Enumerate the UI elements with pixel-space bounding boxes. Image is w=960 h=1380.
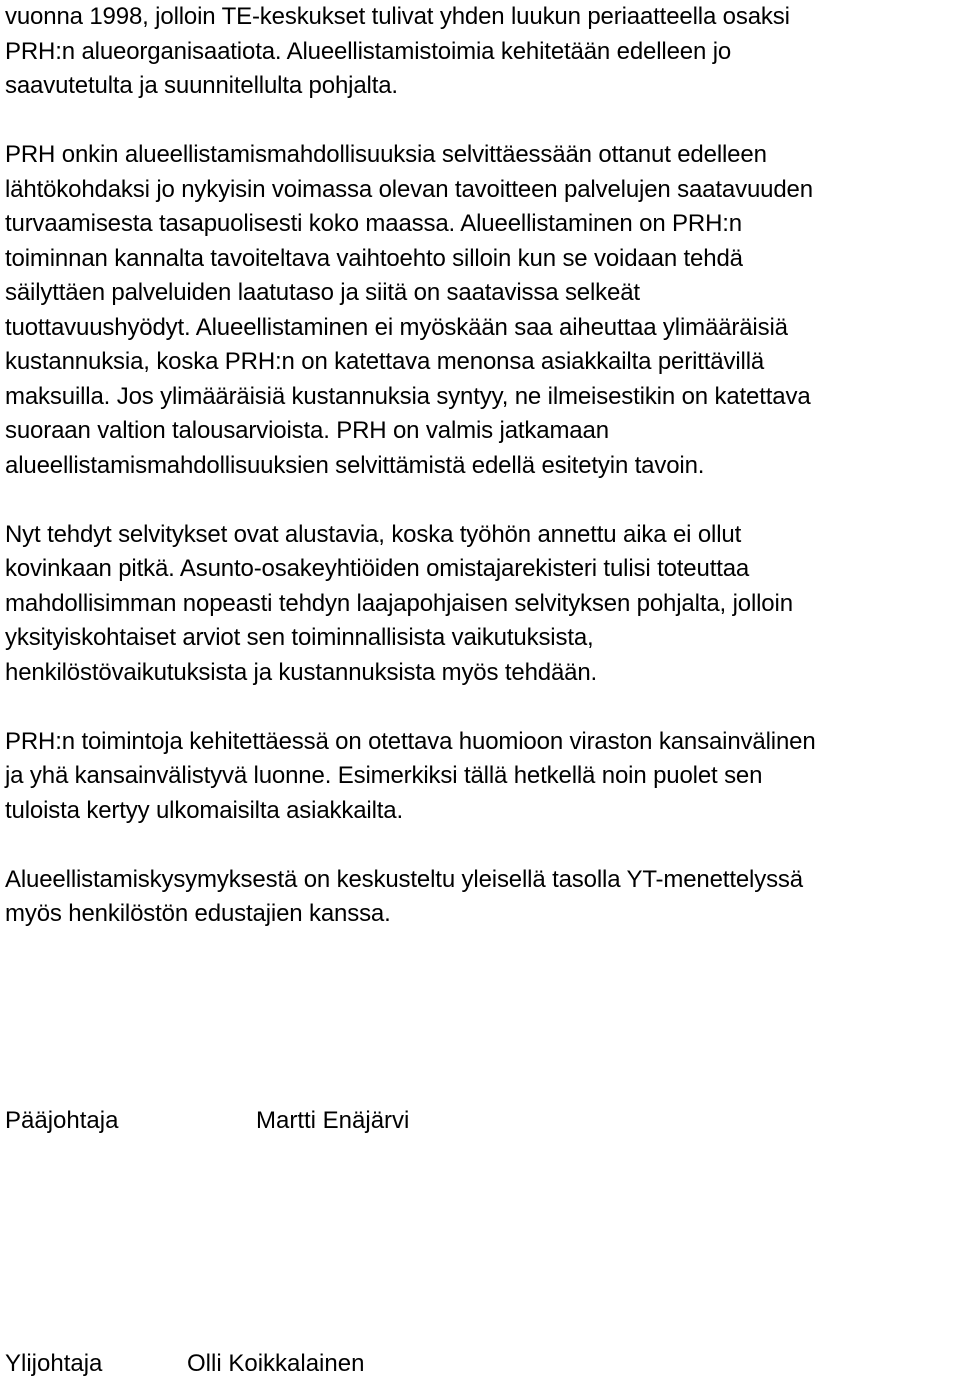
text-line: Nyt tehdyt selvitykset ovat alustavia, koska työhön annettu aika ei ollut: [5, 520, 742, 548]
text-line: toiminnan kannalta tavoiteltava vaihtoehto silloin kun se voidaan tehdä: [5, 244, 743, 272]
signature-block-2: [5, 1349, 365, 1379]
signature-block-1: [5, 1106, 410, 1136]
text-line: PRH onkin alueellistamismahdollisuuksia selvittäessään ottanut edelleen: [5, 141, 767, 168]
text-line: PRH:n toimintoja kehitettäessä on otettava huomioon viraston kansainvälinen: [5, 727, 816, 755]
signatory-name: Olli Koikkalainen: [187, 1350, 365, 1377]
text-line: tuloista kertyy ulkomaisilta asiakkailta.: [5, 796, 404, 824]
text-line: kustannuksia, koska PRH:n on katettava menonsa asiakkailta perittävillä: [5, 348, 765, 375]
document-body: [5, 0, 960, 932]
text-line: turvaamisesta tasapuolisesti koko maassa. Alueellistaminen on PRH:n: [5, 210, 742, 237]
paragraph-1: [5, 0, 960, 104]
text-line: alueellistamismahdollisuuksien selvittämistä edellä esitetyin tavoin.: [5, 451, 705, 479]
paragraph-4: [5, 725, 960, 829]
paragraph-5: [5, 863, 960, 932]
paragraph-3: [5, 518, 960, 691]
text-line: säilyttäen palveluiden laatutaso ja siitä on saatavissa selkeät: [5, 279, 640, 306]
text-line: saavutetulta ja suunnitellulta pohjalta.: [5, 72, 398, 99]
signatory-title: Pääjohtaja: [5, 1107, 119, 1134]
text-line: yksityiskohtaiset arviot sen toiminnallisista vaikutuksista,: [5, 624, 594, 651]
text-line: PRH:n alueorganisaatiota. Alueellistamistoimia kehitetään edelleen jo: [5, 37, 732, 65]
text-line: lähtökohdaksi jo nykyisin voimassa olevan tavoitteen palvelujen saatavuuden: [5, 175, 813, 203]
signatory-title: Ylijohtaja: [5, 1350, 103, 1377]
text-line: suoraan valtion talousarvioista. PRH on valmis jatkamaan: [5, 417, 609, 444]
paragraph-2: [5, 138, 960, 483]
text-line: henkilöstövaikutuksista ja kustannuksista myös tehdään.: [5, 658, 598, 686]
text-line: myös henkilöstön edustajien kanssa.: [5, 900, 391, 927]
text-line: vuonna 1998, jolloin TE-keskukset tulivat yhden luukun periaatteella osaksi: [5, 3, 790, 30]
text-line: maksuilla. Jos ylimääräisiä kustannuksia syntyy, ne ilmeisestikin on katettava: [5, 382, 811, 410]
text-line: kovinkaan pitkä. Asunto-osakeyhtiöiden omistajarekisteri tulisi toteuttaa: [5, 555, 750, 582]
signatory-name: Martti Enäjärvi: [256, 1107, 410, 1134]
text-line: mahdollisimman nopeasti tehdyn laajapohjaisen selvityksen pohjalta, jolloin: [5, 589, 793, 617]
text-line: ja yhä kansainvälistyvä luonne. Esimerkiksi tällä hetkellä noin puolet sen: [5, 762, 763, 789]
text-line: tuottavuushyödyt. Alueellistaminen ei myöskään saa aiheuttaa ylimääräisiä: [5, 313, 788, 341]
text-line: Alueellistamiskysymyksestä on keskusteltu yleisellä tasolla YT-menettelyssä: [5, 865, 803, 893]
